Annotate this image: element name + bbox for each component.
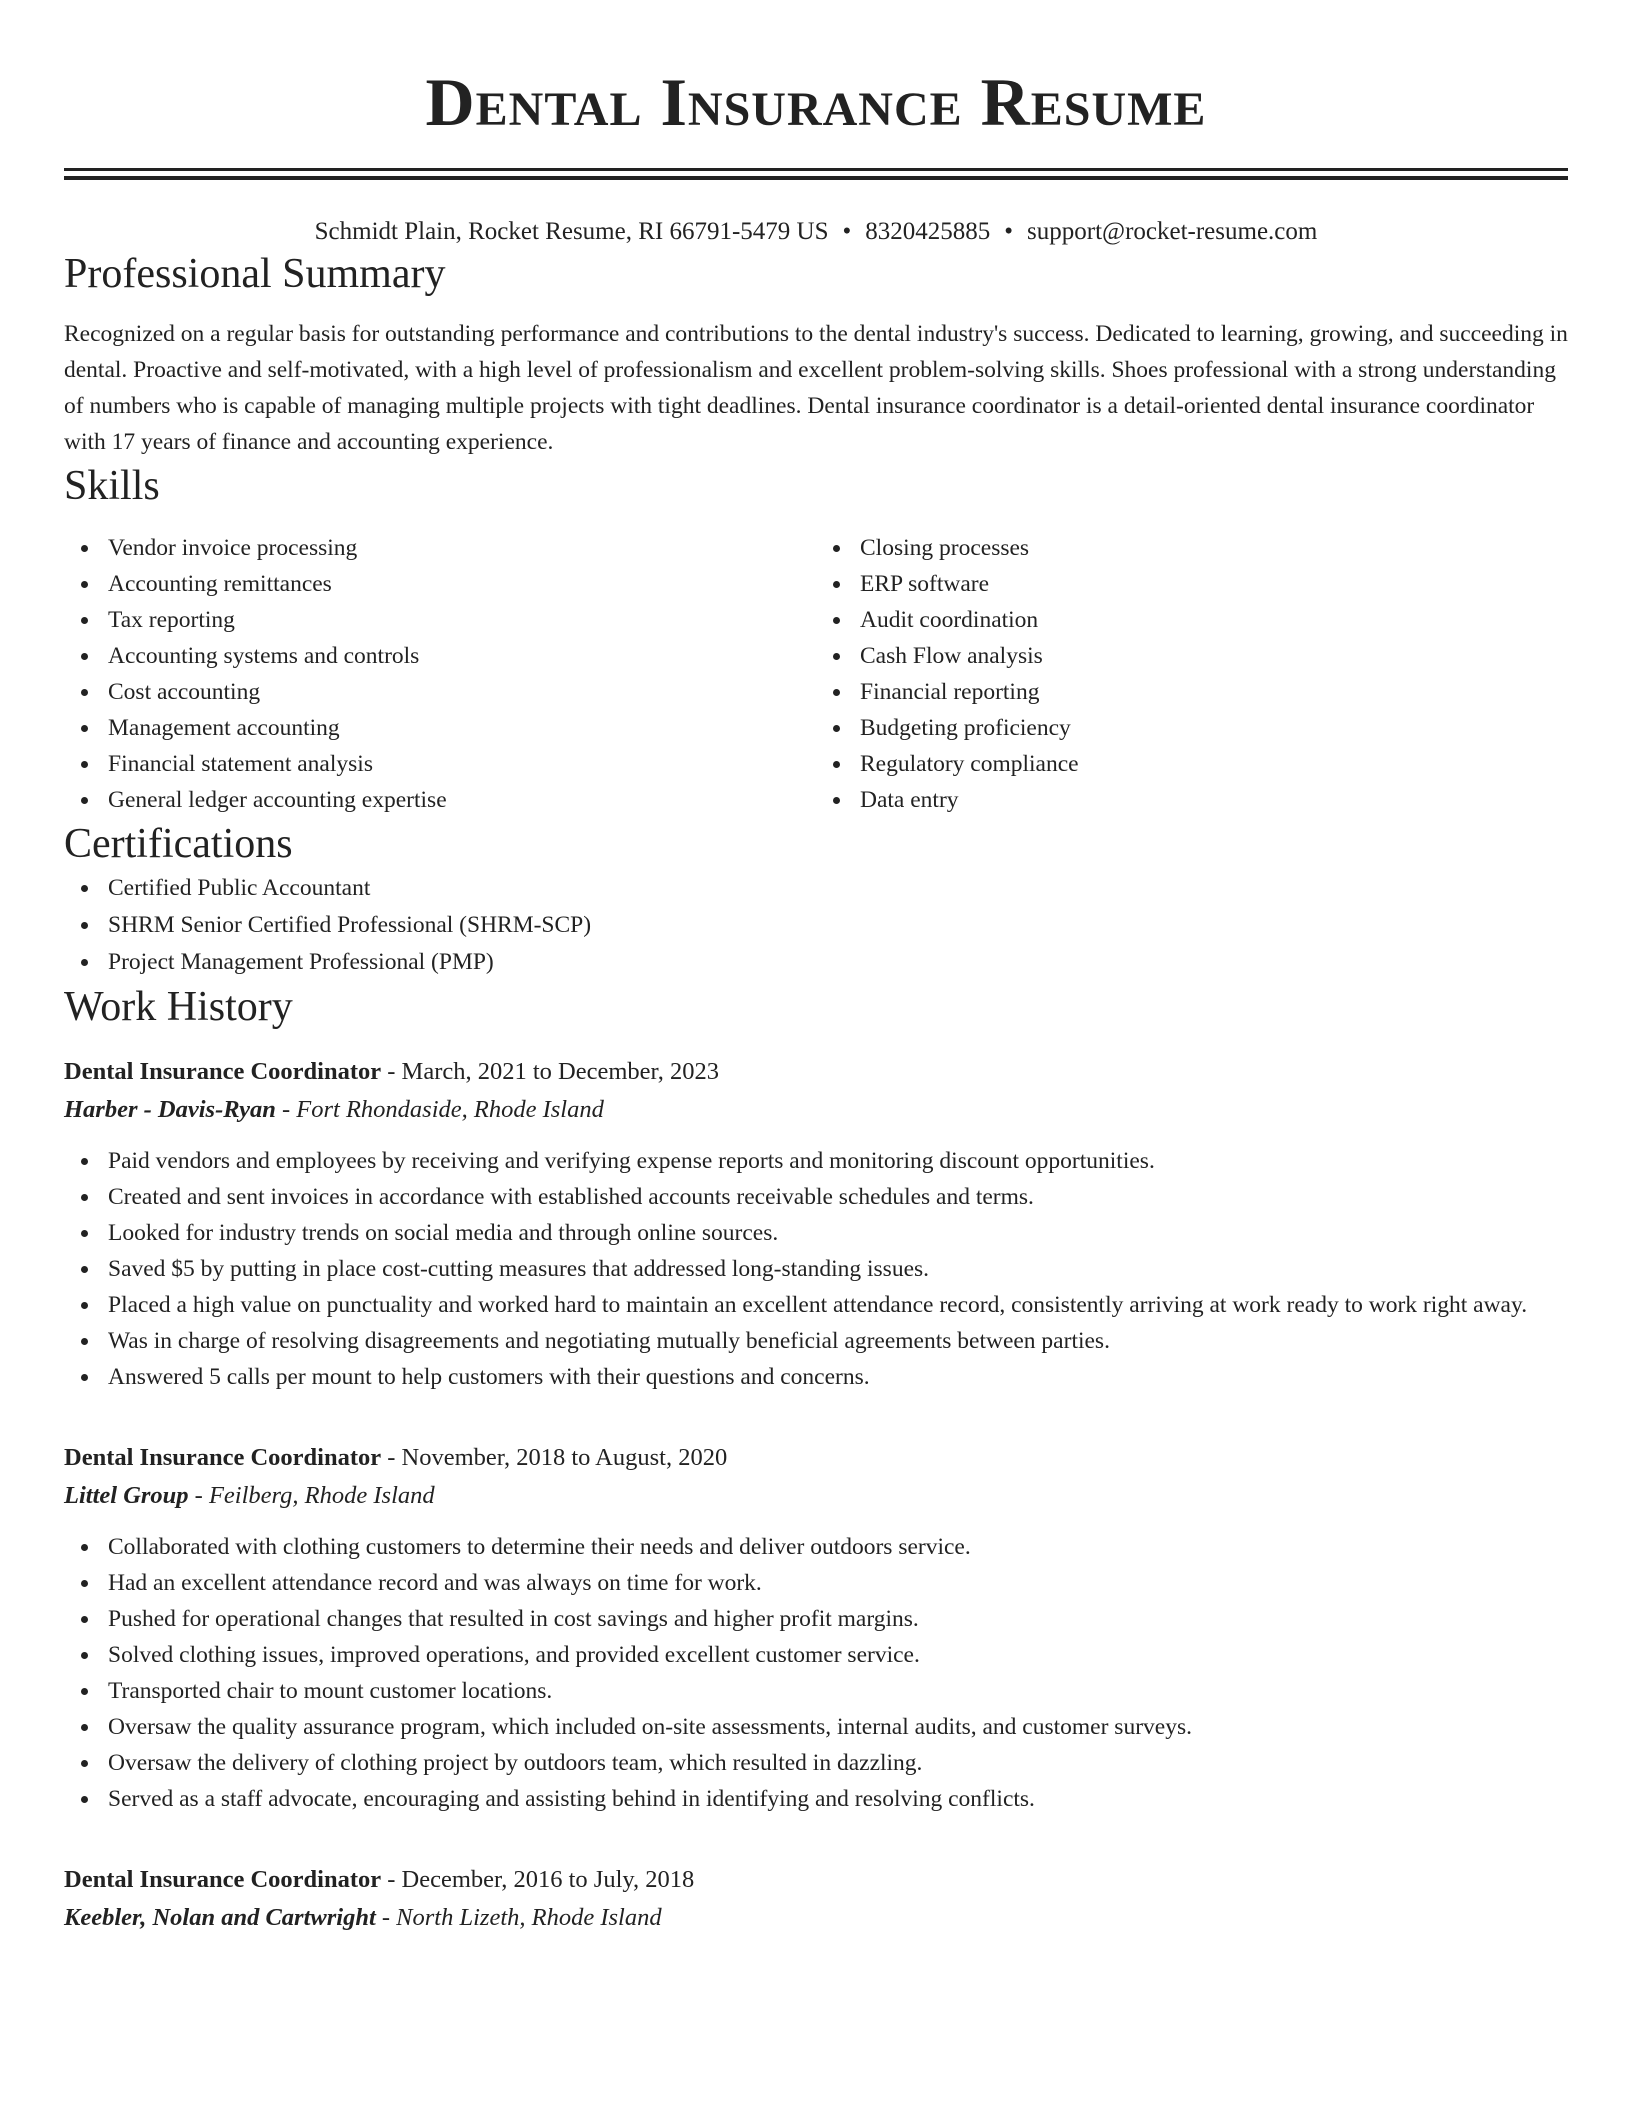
job-company: Harber - Davis-Ryan [64, 1096, 276, 1123]
certifications-list [64, 870, 1568, 981]
job-location: - Feilberg, Rhode Island [188, 1482, 435, 1509]
job-company: Littel Group [64, 1482, 189, 1509]
skill-item: Accounting systems and controls [108, 638, 816, 674]
job-entry [64, 1861, 1568, 1937]
skill-item: Audit coordination [860, 602, 1568, 638]
summary-heading: Professional Summary [64, 251, 446, 297]
job-dates: - March, 2021 to December, 2023 [381, 1058, 719, 1085]
job-dates: - December, 2016 to July, 2018 [381, 1866, 695, 1893]
job-bullets [64, 1143, 1568, 1395]
certifications-heading: Certifications [64, 821, 293, 867]
certification-item: Certified Public Accountant [108, 870, 1568, 907]
skills-list-left [64, 530, 816, 818]
skill-item: Budgeting proficiency [860, 710, 1568, 746]
contact-separator: • [1004, 218, 1014, 245]
skill-item: Financial statement analysis [108, 746, 816, 782]
skill-item: Cost accounting [108, 674, 816, 710]
job-bullets [64, 1529, 1568, 1817]
job-bullet: Pushed for operational changes that resulted in cost savings and higher profit margins. [108, 1601, 1568, 1637]
job-role: Dental Insurance Coordinator [64, 1866, 382, 1893]
job-company-line [64, 1477, 1568, 1515]
skill-item: Data entry [860, 782, 1568, 818]
job-entry [64, 1439, 1568, 1817]
job-bullet: Paid vendors and employees by receiving and verifying expense reports and monitoring discount opportunities. [108, 1143, 1568, 1179]
resume-title: Dental Insurance Resume [425, 64, 1207, 140]
certification-item: Project Management Professional (PMP) [108, 944, 1568, 981]
job-title-line [64, 1053, 1568, 1091]
job-company-line [64, 1091, 1568, 1129]
summary-text: Recognized on a regular basis for outstanding performance and contributions to the dental industry's success. Dedicated to learning, growing, and succeeding in dental. Proactive and self-motivated, with a high level of professionalism and excellent problem-solving skills. Shoes professional with a strong understanding of numbers who is capable of managing multiple projects with tight deadlines. Dental insurance coordinator is a detail-oriented dental insurance coordinator with 17 years of finance and accounting experience. [64, 321, 1568, 455]
job-bullet: Solved clothing issues, improved operations, and provided excellent customer service. [108, 1637, 1568, 1673]
skill-item: ERP software [860, 566, 1568, 602]
skill-item: Cash Flow analysis [860, 638, 1568, 674]
contact-separator: • [842, 218, 852, 245]
skill-item: Regulatory compliance [860, 746, 1568, 782]
contact-line [64, 216, 1568, 248]
job-entry [64, 1053, 1568, 1395]
job-bullet: Transported chair to mount customer locations. [108, 1673, 1568, 1709]
title-double-rule [64, 168, 1568, 180]
skills-list-right [816, 530, 1568, 818]
job-dates: - November, 2018 to August, 2020 [381, 1444, 728, 1471]
skill-item: Management accounting [108, 710, 816, 746]
contact-address: Schmidt Plain, Rocket Resume, RI 66791-5479 US [314, 218, 829, 245]
job-company: Keebler, Nolan and Cartwright [64, 1904, 376, 1931]
contact-email: support@rocket-resume.com [1027, 218, 1318, 245]
contact-phone: 8320425885 [865, 218, 991, 245]
job-location: - North Lizeth, Rhode Island [375, 1904, 662, 1931]
job-role: Dental Insurance Coordinator [64, 1444, 382, 1471]
job-bullet: Was in charge of resolving disagreements and negotiating mutually beneficial agreements between parties. [108, 1323, 1568, 1359]
skill-item: Closing processes [860, 530, 1568, 566]
job-bullet: Had an excellent attendance record and was always on time for work. [108, 1565, 1568, 1601]
job-role: Dental Insurance Coordinator [64, 1058, 382, 1085]
skill-item: General ledger accounting expertise [108, 782, 816, 818]
job-bullet: Served as a staff advocate, encouraging and assisting behind in identifying and resolving conflicts. [108, 1781, 1568, 1817]
skills-heading: Skills [64, 463, 160, 509]
skill-item: Tax reporting [108, 602, 816, 638]
job-company-line [64, 1899, 1568, 1937]
skill-item: Financial reporting [860, 674, 1568, 710]
skill-item: Vendor invoice processing [108, 530, 816, 566]
skill-item: Accounting remittances [108, 566, 816, 602]
job-bullet: Collaborated with clothing customers to determine their needs and deliver outdoors service. [108, 1529, 1568, 1565]
job-bullet: Created and sent invoices in accordance with established accounts receivable schedules and terms. [108, 1179, 1568, 1215]
job-bullet: Oversaw the delivery of clothing project by outdoors team, which resulted in dazzling. [108, 1745, 1568, 1781]
job-bullet: Placed a high value on punctuality and worked hard to maintain an excellent attendance record, consistently arriving at work ready to work right away. [108, 1287, 1568, 1323]
job-location: - Fort Rhondaside, Rhode Island [275, 1096, 604, 1123]
job-title-line [64, 1861, 1568, 1899]
job-bullet: Saved $5 by putting in place cost-cutting measures that addressed long-standing issues. [108, 1251, 1568, 1287]
certification-item: SHRM Senior Certified Professional (SHRM-SCP) [108, 907, 1568, 944]
work-history-heading: Work History [64, 984, 293, 1030]
job-title-line [64, 1439, 1568, 1477]
job-bullet: Answered 5 calls per mount to help customers with their questions and concerns. [108, 1359, 1568, 1395]
job-bullet: Looked for industry trends on social media and through online sources. [108, 1215, 1568, 1251]
skills-columns [64, 530, 1568, 818]
job-bullet: Oversaw the quality assurance program, which included on-site assessments, internal audits, and customer surveys. [108, 1709, 1568, 1745]
